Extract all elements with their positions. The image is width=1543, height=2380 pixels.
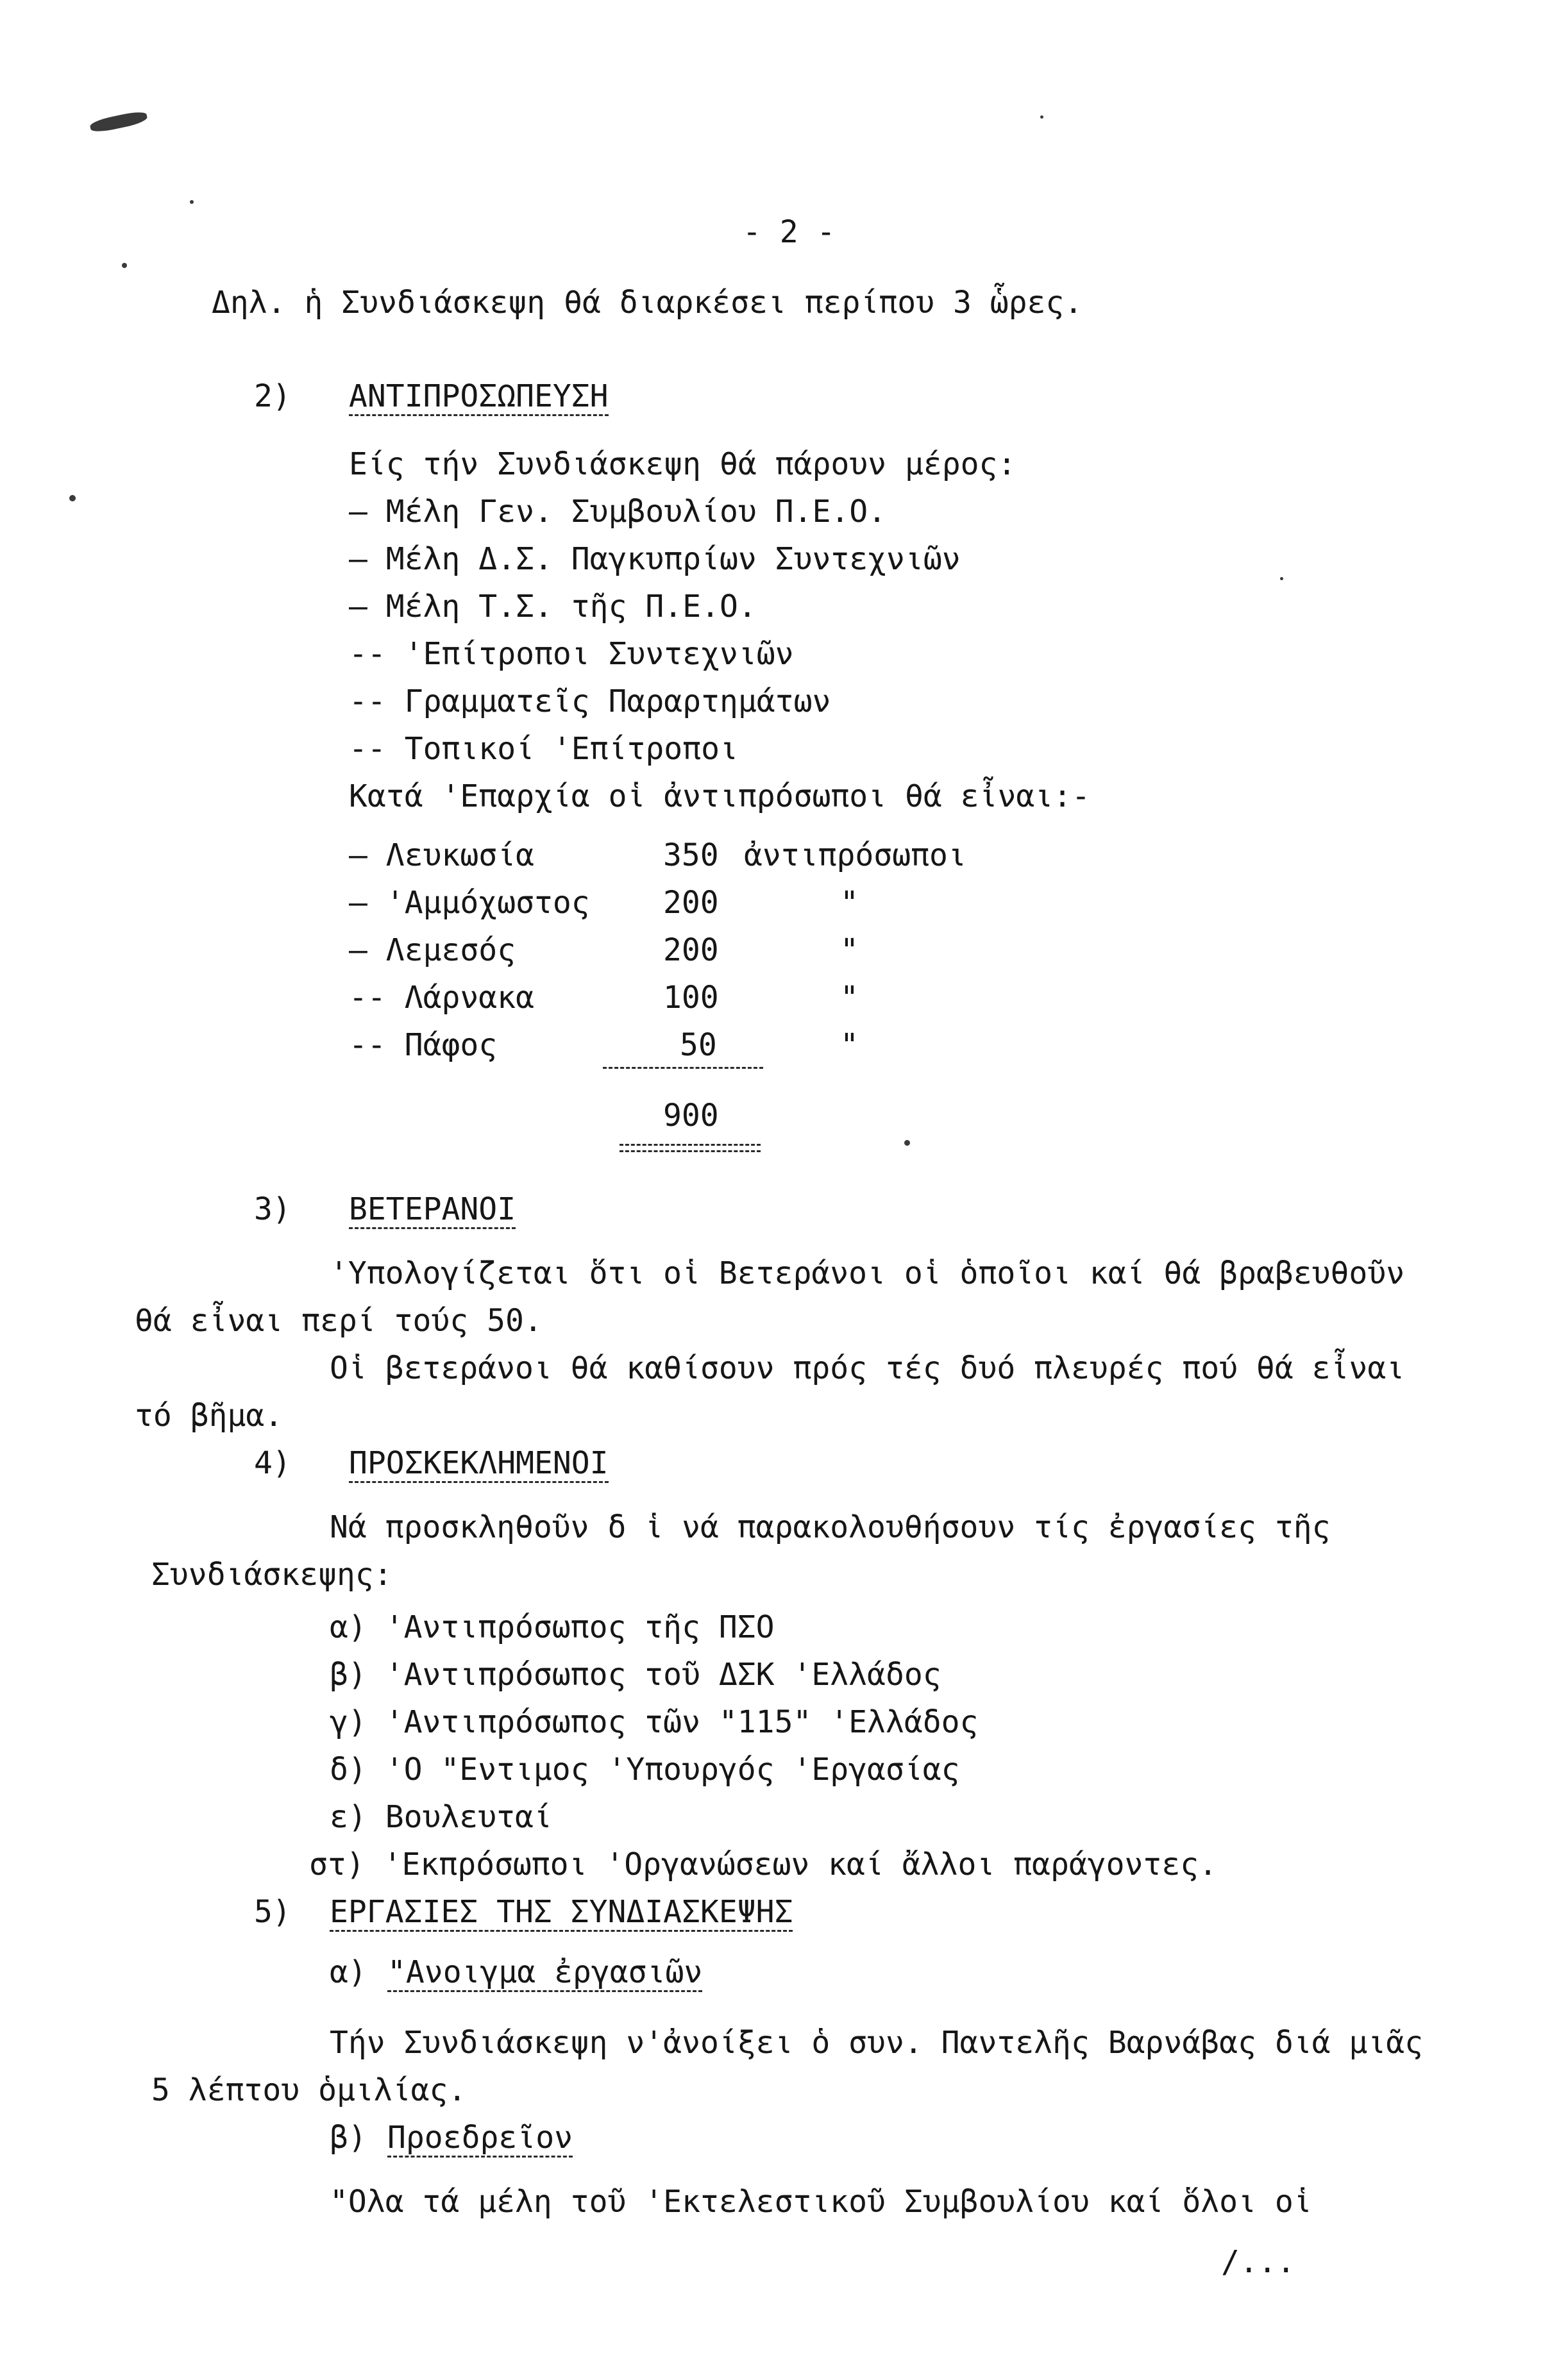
scan-speck [904, 1140, 910, 1146]
invitee-item: ε) Βουλευταί [330, 1799, 552, 1835]
district-count: 200 [663, 932, 719, 968]
paragraph-line: 'Υπολογίζεται ὅτι οἱ Βετεράνοι οἱ ὁποῖοι καί θά βραβευθοῦν [330, 1255, 1405, 1291]
page-number: - 2 - [743, 214, 836, 250]
subsection-b-heading: Προεδρεῖον [387, 2122, 573, 2158]
member-item: -- 'Επίτροποι Συντεχνιῶν [349, 636, 794, 672]
district-unit: " [840, 885, 859, 921]
district-name: -- Πάφος [349, 1027, 498, 1063]
sum-rule [603, 1067, 763, 1069]
section-3-number: 3) [254, 1191, 291, 1227]
district-count: 100 [663, 980, 719, 1016]
section-3-heading: ΒΕΤΕΡΑΝΟΙ [349, 1194, 516, 1229]
total-double-rule [620, 1144, 761, 1146]
invitee-item: α) 'Αντιπρόσωπος τῆς ΠΣΟ [330, 1609, 775, 1645]
paragraph-line: Συνδιάσκεψης: [151, 1557, 392, 1593]
paragraph-line: 5 λέπτου ὁμιλίας. [151, 2072, 467, 2108]
paragraph-line: "Ολα τά μέλη τοῦ 'Εκτελεστικοῦ Συμβουλίου καί ὅλοι οἱ [330, 2184, 1312, 2220]
paragraph-line: τό βῆμα. [135, 1398, 283, 1434]
district-unit: " [840, 1027, 859, 1063]
district-count: 350 [663, 837, 719, 873]
member-item: -- Τοπικοί 'Επίτροποι [349, 731, 738, 767]
subsection-a-label: α) [330, 1954, 367, 1990]
invitee-item: δ) 'Ο "Εντιμος 'Υπουργός 'Εργασίας [330, 1752, 960, 1788]
paragraph-line: Τήν Συνδιάσκεψη ν'ἀνοίξει ὁ συν. Παντελῆς Βαρνάβας διά μιᾶς [330, 2025, 1424, 2061]
district-name: — Λεμεσός [349, 932, 516, 968]
scan-smudge [89, 110, 148, 134]
intro-text: Δηλ. ἡ Συνδιάσκεψη θά διαρκέσει περίπου 3 ὧρες. [212, 285, 1083, 321]
district-name: -- Λάρνακα [349, 980, 534, 1016]
member-item: — Μέλη Τ.Σ. τῆς Π.Ε.Ο. [349, 589, 757, 624]
scan-speck [190, 200, 194, 204]
member-item: — Μέλη Γεν. Συμβουλίου Π.Ε.Ο. [349, 494, 887, 530]
scan-speck [69, 495, 76, 501]
section-4-heading: ΠΡΟΣΚΕΚΛΗΜΕΝΟΙ [349, 1448, 609, 1483]
district-unit: " [840, 980, 859, 1016]
section-4-number: 4) [254, 1445, 291, 1481]
scan-speck [1040, 115, 1043, 119]
invitee-item: β) 'Αντιπρόσωπος τοῦ ΔΣΚ 'Ελλάδος [330, 1657, 941, 1693]
district-total: 900 [663, 1098, 719, 1134]
subsection-a-heading: "Ανοιγμα ἐργασιῶν [387, 1957, 702, 1992]
district-unit: " [840, 932, 859, 968]
paragraph-line: Οἱ βετεράνοι θά καθίσουν πρός τές δυό πλευρές πού θά εἶναι [330, 1350, 1405, 1386]
section-2-number: 2) [254, 378, 291, 414]
district-name: — 'Αμμόχωστος [349, 885, 590, 921]
continuation-mark: /... [1221, 2244, 1295, 2280]
invitee-item: στ) 'Εκπρόσωποι 'Οργανώσεων καί ἄλλοι παράγοντες. [309, 1847, 1218, 1882]
district-count: 200 [663, 885, 719, 921]
member-item: — Μέλη Δ.Σ. Παγκυπρίων Συντεχνιῶν [349, 541, 961, 577]
section-2-intro: Είς τήν Συνδιάσκεψη θά πάρουν μέρος: [349, 446, 1016, 482]
scan-speck [1280, 577, 1283, 580]
invitee-item: γ) 'Αντιπρόσωπος τῶν "115" 'Ελλάδος [330, 1704, 979, 1740]
section-2-heading: ΑΝΤΙΠΡΟΣΩΠΕΥΣΗ [349, 381, 609, 416]
scan-speck [122, 263, 127, 268]
paragraph-line: θά εἶναι περί τούς 50. [135, 1303, 543, 1339]
total-double-rule [620, 1150, 761, 1152]
district-intro: Κατά 'Επαρχία οἱ ἀντιπρόσωποι θά εἶναι:- [349, 778, 1090, 814]
district-name: — Λευκωσία [349, 837, 534, 873]
district-unit: ἀντιπρόσωποι [744, 837, 966, 873]
section-5-number: 5) [254, 1894, 291, 1930]
subsection-b-label: β) [330, 2120, 367, 2156]
member-item: -- Γραμματεῖς Παραρτημάτων [349, 683, 831, 719]
district-count: 50 [680, 1027, 717, 1063]
section-5-heading: ΕΡΓΑΣΙΕΣ ΤΗΣ ΣΥΝΔΙΑΣΚΕΨΗΣ [330, 1897, 793, 1932]
paragraph-line: Νά προσκληθοῦν δ ἱ νά παρακολουθήσουν τίς ἐργασίες τῆς [330, 1509, 1331, 1545]
